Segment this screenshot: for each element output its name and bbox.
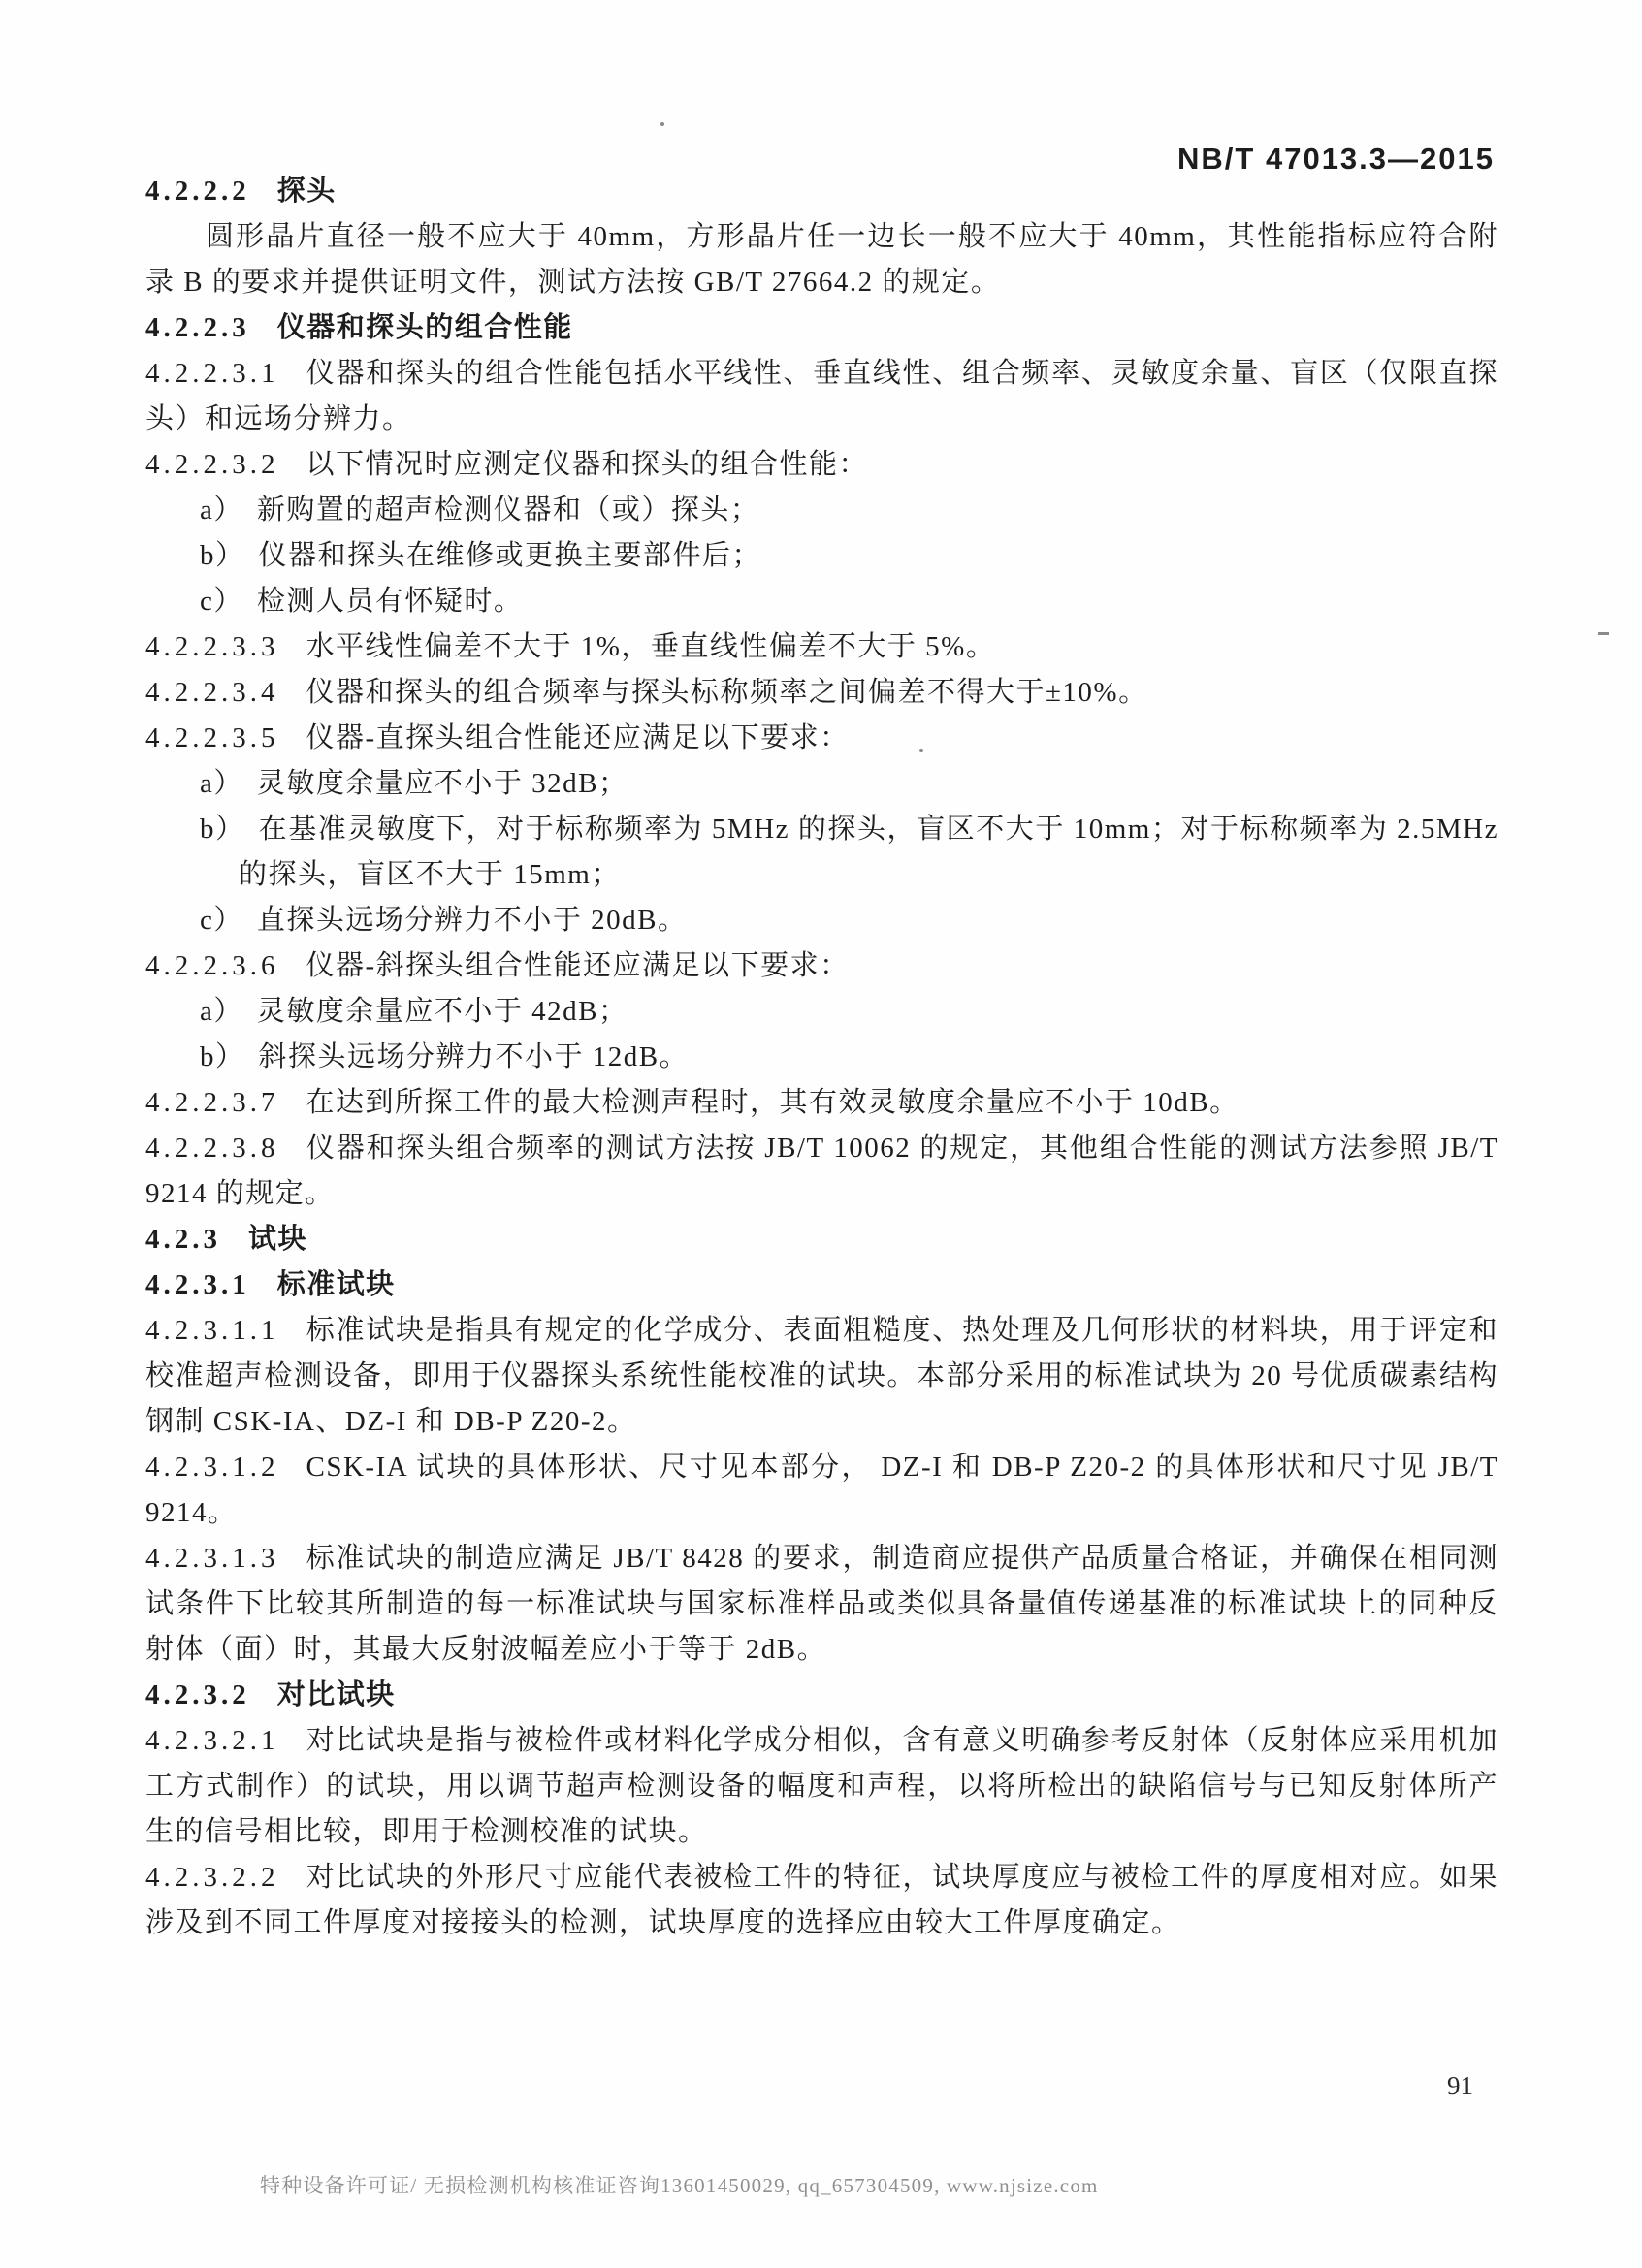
scan-artifact [660, 122, 664, 126]
clause-number: 4.2.3.1.1 [145, 1315, 279, 1346]
section-heading [145, 305, 1498, 351]
list-marker: c） [200, 586, 243, 617]
list-item [145, 1035, 1498, 1080]
clause-number: 4.2.3.1.2 [145, 1452, 279, 1483]
list-text: 仪器和探头在维修或更换主要部件后； [258, 540, 762, 571]
list-text: 在基准灵敏度下，对于标称频率为 5MHz 的探头，盲区不大于 10mm；对于标称频率为 2.5MHz 的探头，盲区不大于 15mm； [239, 814, 1498, 890]
clause-paragraph [145, 1536, 1498, 1673]
standard-code-header: NB/T 47013.3—2015 [1177, 142, 1495, 176]
list-marker: a） [200, 495, 243, 526]
clause-number: 4.2.3.2 [145, 1679, 250, 1710]
section-heading [145, 169, 1498, 214]
list-text: 直探头远场分辨力不小于 20dB。 [256, 905, 688, 936]
clause-text: 在达到所探工件的最大检测声程时，其有效灵敏度余量应不小于 10dB。 [306, 1087, 1240, 1118]
section-heading [145, 1217, 1498, 1262]
clause-number: 4.2.3.1.3 [145, 1543, 279, 1574]
list-text: 灵敏度余量应不小于 42dB； [256, 996, 628, 1027]
clause-title: 仪器和探头的组合性能 [276, 312, 573, 343]
clause-title: 标准试块 [276, 1269, 396, 1300]
clause-text: 仪器-斜探头组合性能还应满足以下要求： [306, 950, 850, 981]
list-marker: b） [200, 540, 245, 571]
clause-paragraph [145, 1308, 1498, 1445]
clause-text: 标准试块是指具有规定的化学成分、表面粗糙度、热处理及几何形状的材料块，用于评定和校准超声检测设备，即用于仪器探头系统性能校准的试块。本部分采用的标准试块为 20 号优质碳素结构钢制 CSK-IA、DZ-I 和 DB-P Z20-2。 [145, 1315, 1498, 1437]
clause-text: 仪器-直探头组合性能还应满足以下要求： [306, 722, 850, 753]
clause-paragraph [145, 1855, 1498, 1946]
list-item [145, 533, 1498, 579]
clause-number: 4.2.2.3.5 [145, 722, 279, 753]
clause-text: 仪器和探头的组合频率与探头标称频率之间偏差不得大于±10%。 [306, 677, 1148, 708]
clause-text: 以下情况时应测定仪器和探头的组合性能： [306, 449, 869, 480]
clause-number: 4.2.2.3.7 [145, 1087, 279, 1118]
list-marker: c） [200, 905, 243, 936]
clause-number: 4.2.2.3.6 [145, 950, 279, 981]
clause-paragraph [145, 1718, 1498, 1855]
clause-number: 4.2.3.2.1 [145, 1725, 279, 1756]
clause-title: 探头 [276, 176, 337, 207]
clause-number: 4.2.2.3.2 [145, 449, 279, 480]
clause-number: 4.2.3 [145, 1224, 221, 1255]
clause-number: 4.2.2.3.8 [145, 1133, 279, 1164]
list-item [145, 488, 1498, 533]
clause-number: 4.2.2.3.4 [145, 677, 279, 708]
clause-text: 仪器和探头的组合性能包括水平线性、垂直线性、组合频率、灵敏度余量、盲区（仅限直探头）和远场分辨力。 [145, 358, 1498, 434]
list-marker: b） [200, 814, 245, 845]
clause-paragraph [145, 624, 1498, 670]
clause-paragraph [145, 351, 1498, 442]
clause-number: 4.2.2.3 [145, 312, 250, 343]
list-item [145, 807, 1498, 898]
clause-text: 对比试块的外形尺寸应能代表被检工件的特征，试块厚度应与被检工件的厚度相对应。如果涉及到不同工件厚度对接接头的检测，试块厚度的选择应由较大工件厚度确定。 [145, 1862, 1498, 1938]
clause-paragraph [145, 1126, 1498, 1217]
list-item [145, 989, 1498, 1035]
clause-number: 4.2.3.1 [145, 1269, 250, 1300]
clause-number: 4.2.2.3.3 [145, 631, 279, 662]
clause-title: 对比试块 [276, 1679, 396, 1710]
list-item [145, 761, 1498, 807]
list-marker: a） [200, 996, 243, 1027]
clause-paragraph [145, 1445, 1498, 1536]
list-text: 检测人员有怀疑时。 [256, 586, 524, 617]
section-heading [145, 1262, 1498, 1308]
clause-text: 对比试块是指与被检件或材料化学成分相似，含有意义明确参考反射体（反射体应采用机加工方式制作）的试块，用以调节超声检测设备的幅度和声程，以将所检出的缺陷信号与已知反射体所产生的信号相比较，即用于检测校准的试块。 [145, 1725, 1498, 1847]
clause-text: 标准试块的制造应满足 JB/T 8428 的要求，制造商应提供产品质量合格证，并确保在相同测试条件下比较其所制造的每一标准试块与国家标准样品或类似具备量值传递基准的标准试块上的同种反射体（面）时，其最大反射波幅差应小于等于 2dB。 [145, 1543, 1498, 1665]
scan-artifact [1598, 632, 1609, 635]
clause-paragraph [145, 1080, 1498, 1126]
clause-text: CSK-IA 试块的具体形状、尺寸见本部分， DZ-I 和 DB-P Z20-2 的具体形状和尺寸见 JB/T 9214。 [145, 1452, 1498, 1528]
section-heading [145, 1673, 1498, 1718]
clause-text: 水平线性偏差不大于 1%，垂直线性偏差不大于 5%。 [306, 631, 996, 662]
clause-paragraph [145, 943, 1498, 989]
page-number: 91 [1447, 2071, 1473, 2100]
clause-text: 仪器和探头组合频率的测试方法按 JB/T 10062 的规定，其他组合性能的测试方法参照 JB/T 9214 的规定。 [145, 1133, 1498, 1209]
list-item [145, 579, 1498, 624]
document-body [145, 169, 1498, 1946]
clause-paragraph [145, 670, 1498, 716]
list-text: 新购置的超声检测仪器和（或）探头； [256, 495, 760, 526]
footer-watermark: 特种设备许可证/ 无损检测机构核准证咨询13601450029, qq_657304509, www.njsize.com [260, 2174, 1099, 2197]
list-marker: b） [200, 1041, 245, 1072]
clause-number: 4.2.2.2 [145, 176, 250, 207]
clause-number: 4.2.3.2.2 [145, 1862, 279, 1893]
list-text: 斜探头远场分辨力不小于 12dB。 [258, 1041, 690, 1072]
list-text: 灵敏度余量应不小于 32dB； [256, 768, 628, 799]
clause-number: 4.2.2.3.1 [145, 358, 279, 389]
clause-paragraph [145, 442, 1498, 488]
paragraph: 圆形晶片直径一般不应大于 40mm，方形晶片任一边长一般不应大于 40mm，其性能指标应符合附录 B 的要求并提供证明文件，测试方法按 GB/T 27664.2 的规定。 [145, 221, 1498, 298]
list-marker: a） [200, 768, 243, 799]
clause-paragraph [145, 716, 1498, 761]
list-item [145, 898, 1498, 943]
clause-title: 试块 [248, 1224, 308, 1255]
